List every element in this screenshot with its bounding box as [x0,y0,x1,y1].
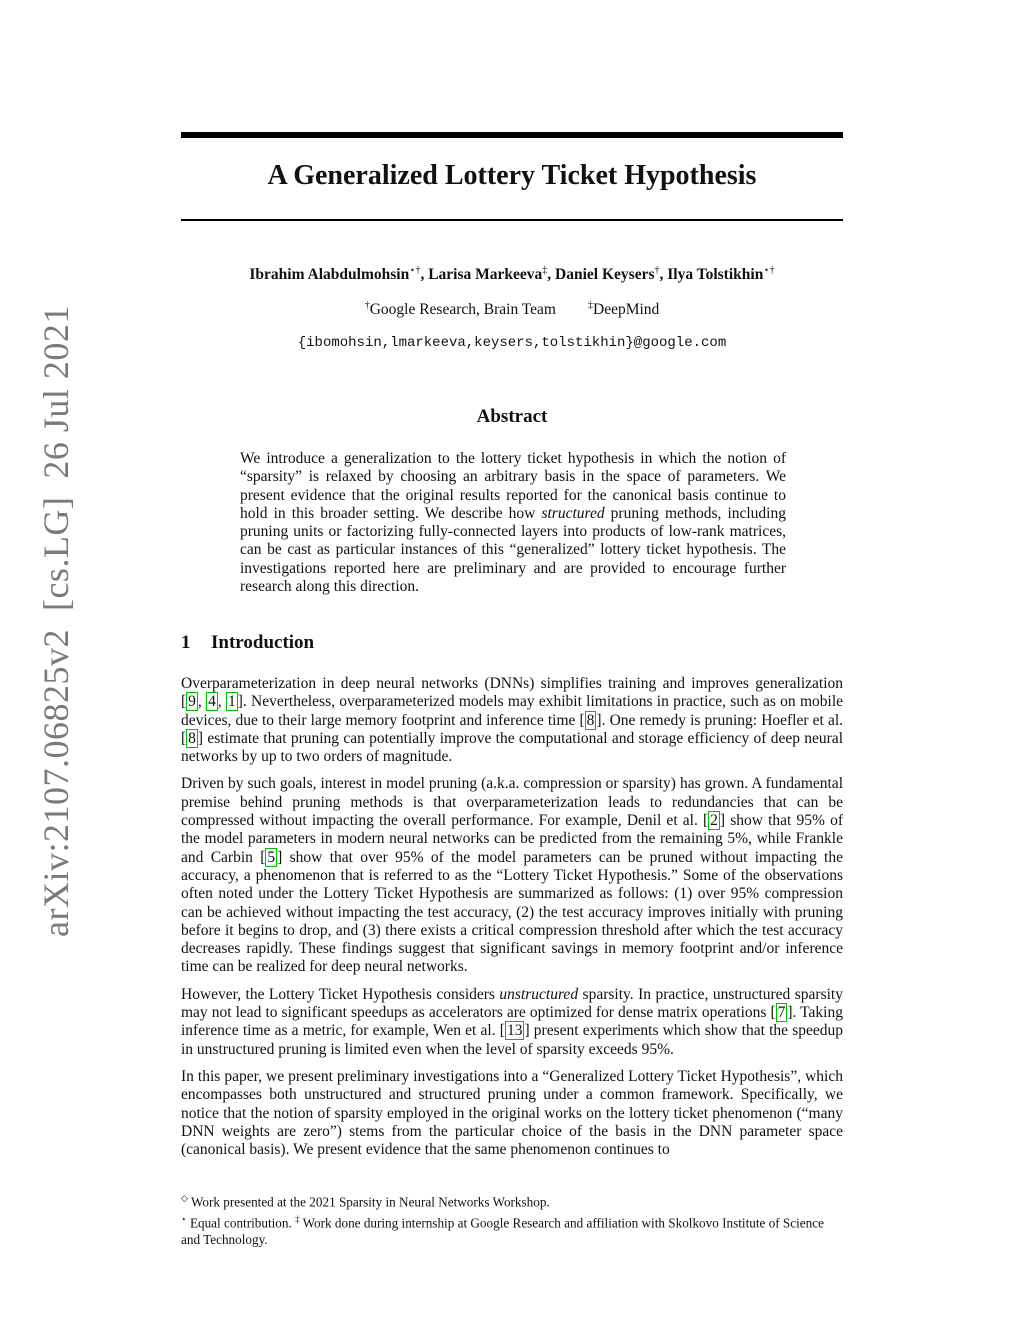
author-name: Larisa Markeeva [428,266,543,284]
top-rule [181,132,843,138]
section-number: 1 [181,632,191,653]
author-marks: ⋆† [763,265,775,276]
affiliation-name: Google Research, Brain Team [369,301,556,319]
text-run: sparsity. In practice, unstructured sparsity may not lead to significant speedups as accelerators are optimized for dense matrix operations [ [181,985,843,1022]
abstract-emphasis: structured [541,504,605,522]
paper-title: A Generalized Lottery Ticket Hypothesis [267,160,757,191]
footnote-mark: ◇ [181,1193,188,1203]
author-separator: , [547,266,556,284]
author-name: Ilya Tolstikhin [667,266,764,284]
arxiv-date: 26 Jul 2021 [36,305,76,479]
citation-link[interactable]: 9 [188,693,196,711]
footnote [181,1211,843,1249]
citation-link[interactable]: 1 [227,693,236,711]
abstract-text [240,450,786,596]
author-list [181,265,843,284]
author-marks: ‡ [542,265,548,276]
abstract-part: We introduce a generalization to the lottery ticket hypothesis in which the notion of “sparsity” is relaxed by choosing an arbitrary basis in the space of parameters. We present evidence that the original results reported for the canonical basis continue to hold in this broader setting. We describe how [240,450,786,522]
citation-link[interactable]: 13 [506,1022,523,1040]
footnote [181,1190,843,1211]
author-marks: † [654,265,660,276]
text-run: , [197,693,207,711]
intro-body [181,675,843,1168]
footnote-text: Equal contribution. [186,1215,296,1231]
text-run: ] present experiments which show that the speedup in unstructured pruning is limited even when the level of sparsity exceeds 95%. [181,1022,843,1058]
section-title: Introduction [211,632,315,653]
text-run: However, the Lottery Ticket Hypothesis considers [181,985,500,1003]
author-marks: ⋆† [409,265,421,276]
arxiv-category: [cs.LG] [36,496,76,612]
citation-link[interactable]: 5 [267,848,276,866]
footnote-mark: ⋆ [181,1214,187,1225]
section-heading [181,632,314,654]
text-run: ] estimate that pruning can potentially improve the computational and storage efficiency of deep neural networks by up to two orders of magnitude. [181,729,843,766]
citation-link[interactable]: 4 [208,693,216,711]
text-run: Driven by such goals, interest in model pruning (a.k.a. compression or sparsity) has grown. A fundamental premise behind pruning methods is that overparameterization leads to redundancies that can be compressed without impacting the overall performance. For example, Denil et al. [ [181,775,843,830]
title-rule [181,219,843,221]
citation-link[interactable]: 2 [710,812,718,830]
text-run: ] show that over 95% of the model parameters can be pruned without impacting the accuracy, a phenomenon that is referred to as the “Lottery Ticket Hypothesis.” Some of the observations often noted under the Lottery Ticket Hypothesis are summarized as follows: (1) over 95% compression can be achieved without impacting the test accuracy, (2) the test accuracy improves initially with pruning before it begins to drop, and (3) there exists a critical compression threshold after which the test accuracy decreases rapidly. These findings suggest that significant savings in memory footprint and/or inference time can be realized for deep neural networks. [181,848,843,976]
text-run: ]. One remedy is pruning: Hoefler et al. [ [181,711,843,747]
affiliations [181,300,843,319]
affiliation-mark: † [364,300,370,311]
footnotes [181,1190,843,1249]
paragraph: In this paper, we present preliminary investigations into a “Generalized Lottery Ticket Hypothesis”, which encompasses both unstructured and structured pruning under a common framework. Specifically, we notice that the notion of sparsity employed in the original works on the lottery ticket phenomenon (“many DNN weights are zero”) stems from the particular choice of the basis in the DNN parameter space (canonical basis). We present evidence that the same phenomenon continues to [181,1067,843,1159]
paragraph [181,986,843,1059]
emphasis-text: unstructured [499,985,579,1003]
affiliation-name: DeepMind [593,301,660,319]
citation-link[interactable]: 8 [188,729,196,747]
affiliation-mark: ‡ [588,300,593,311]
abstract-part: pruning methods, including pruning units or factorizing fully-connected layers into products of low-rank matrices, can be cast as particular instances of this “generalized” lottery ticket hypothesis. The investigations reported here are preliminary and are provided to encourage further research along this direction. [240,504,786,596]
footnote-mark: ‡ [295,1214,300,1225]
citation-link[interactable]: 7 [777,1004,786,1022]
arxiv-stamp [35,305,77,946]
footnote-text: Work done during internship at Google Research and affiliation with Skolkovo Institute of Science and Technology. [181,1215,824,1248]
arxiv-id: arXiv:2107.06825v2 [36,629,76,937]
text-run: Overparameterization in deep neural networks (DNNs) simplifies training and improves generalization [ [181,675,843,711]
author-emails[interactable]: {ibomohsin,lmarkeeva,keysers,tolstikhin}@google.com [297,335,727,351]
text-run: , [217,693,226,711]
author-separator: , [420,266,429,284]
footnote-text: Work presented at the 2021 Sparsity in Neural Networks Workshop. [187,1194,550,1210]
paragraph [181,775,843,976]
text-run: ]. Taking inference time as a metric, for example, Wen et al. [ [181,1004,843,1040]
text-run: ] show that 95% of the model parameters in modern neural networks can be predicted from the remaining 5%, while Frankle and Carbin [ [181,812,844,866]
author-separator: , [659,266,668,284]
paragraph [181,675,843,766]
abstract-heading: Abstract [476,406,548,427]
text-run: ]. Nevertheless, overparameterized models may exhibit limitations in practice, such as on mobile devices, due to their large memory footprint and inference time [ [181,693,844,729]
author-name: Ibrahim Alabdulmohsin [249,266,410,284]
citation-link[interactable]: 8 [586,711,595,729]
author-name: Daniel Keysers [555,266,655,284]
